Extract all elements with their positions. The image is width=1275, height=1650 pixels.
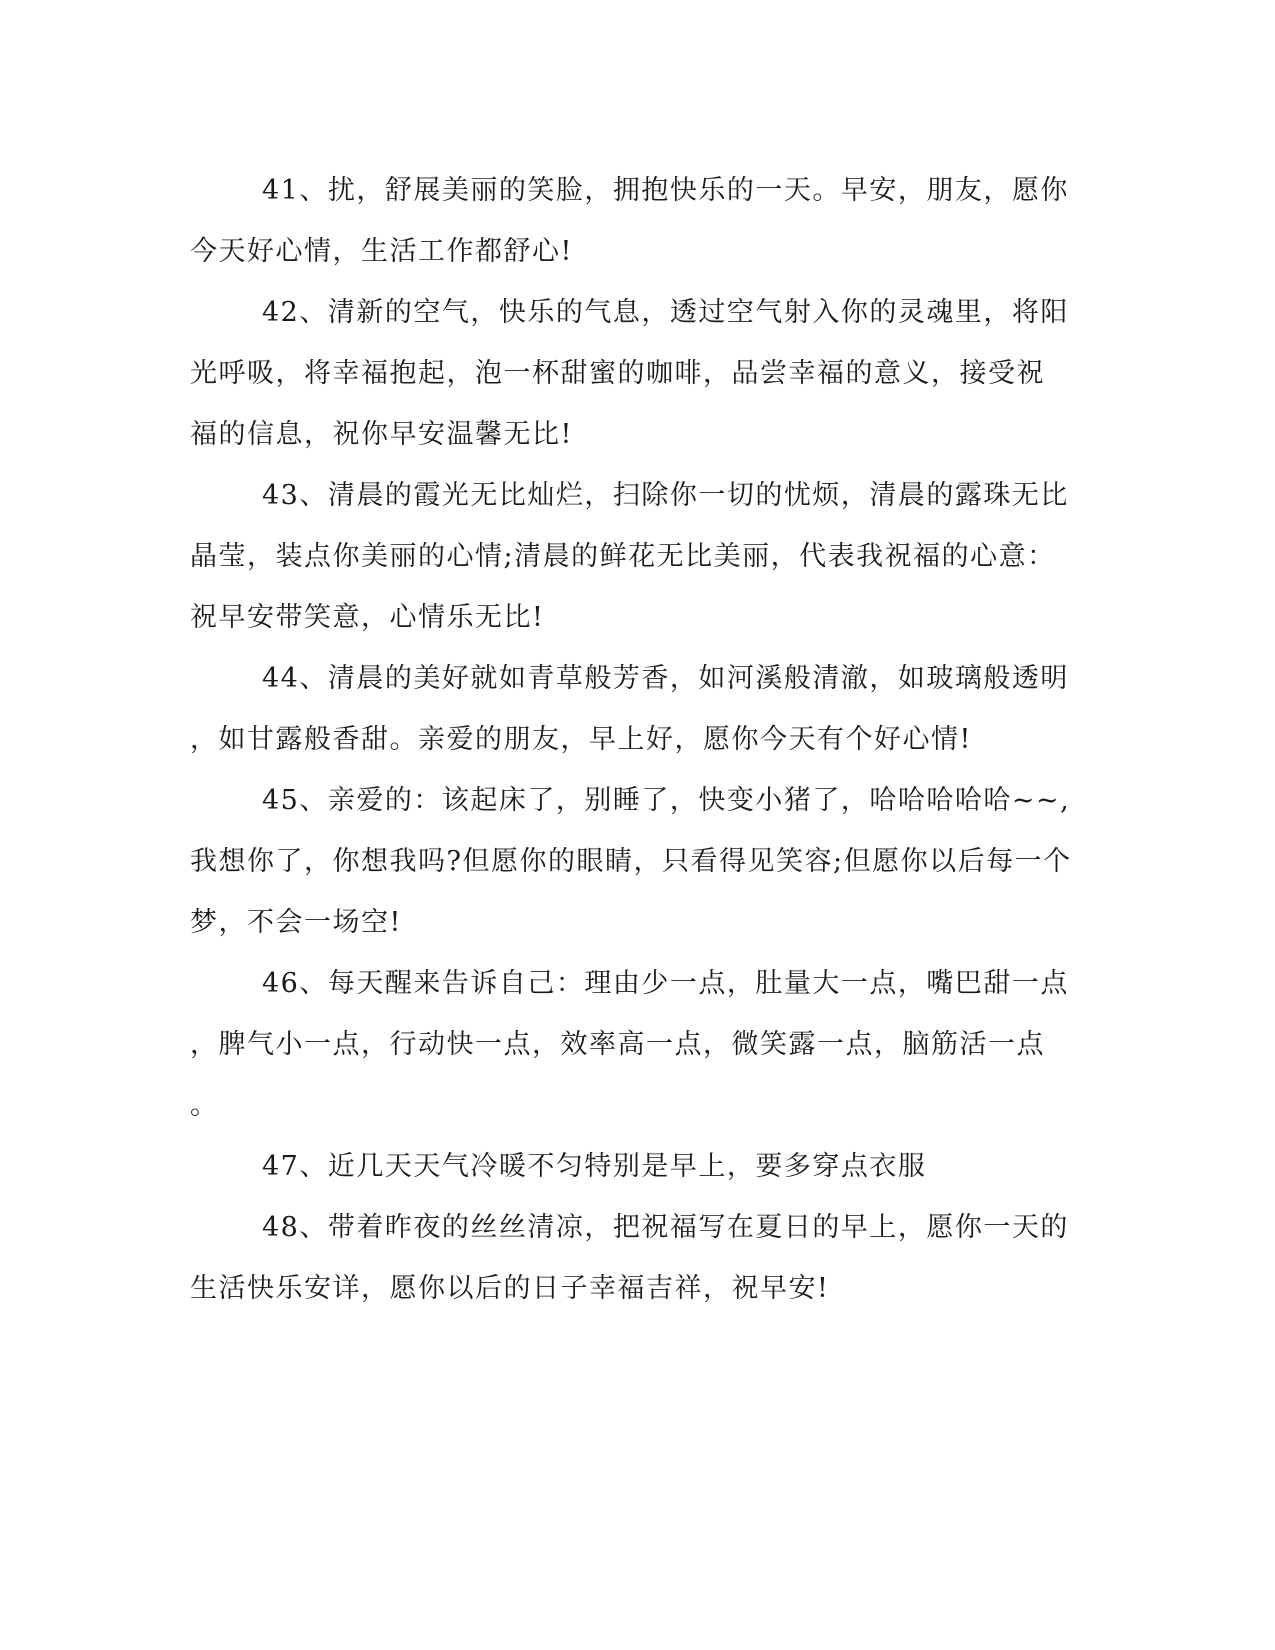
paragraph-46 — [190, 953, 1085, 1136]
paragraph-line: 福的信息，祝你早安温馨无比! — [190, 419, 573, 450]
paragraph-line: 生活快乐安详，愿你以后的日子幸福吉祥，祝早安! — [190, 1273, 830, 1304]
document-body — [190, 160, 1085, 1319]
paragraph-45 — [190, 770, 1085, 953]
paragraph-42 — [190, 282, 1085, 465]
paragraph-line: 43、清晨的霞光无比灿烂，扫除你一切的忧烦，清晨的露珠无比 — [262, 480, 1069, 511]
paragraph-line: 光呼吸，将幸福抱起，泡一杯甜蜜的咖啡，品尝幸福的意义，接受祝 — [190, 358, 1045, 389]
paragraph-43 — [190, 465, 1085, 648]
paragraph-line: 今天好心情，生活工作都舒心! — [190, 236, 573, 267]
paragraph-line: 48、带着昨夜的丝丝清凉，把祝福写在夏日的早上，愿你一天的 — [262, 1212, 1069, 1243]
paragraph-line: 41、扰，舒展美丽的笑脸，拥抱快乐的一天。早安，朋友，愿你 — [262, 175, 1069, 206]
paragraph-48 — [190, 1197, 1085, 1319]
paragraph-line: 42、清新的空气，快乐的气息，透过空气射入你的灵魂里，将阳 — [262, 297, 1069, 328]
paragraph-line: 。 — [190, 1090, 219, 1121]
paragraph-line: 47、近几天天气冷暖不匀特别是早上，要多穿点衣服 — [262, 1151, 927, 1182]
paragraph-41 — [190, 160, 1085, 282]
paragraph-44 — [190, 648, 1085, 770]
paragraph-line: 44、清晨的美好就如青草般芳香，如河溪般清澈，如玻璃般透明 — [262, 663, 1069, 694]
paragraph-line: 祝早安带笑意，心情乐无比! — [190, 602, 545, 633]
paragraph-line: 我想你了，你想我吗?但愿你的眼睛，只看得见笑容;但愿你以后每一个 — [190, 846, 1072, 877]
paragraph-line: ，如甘露般香甜。亲爱的朋友，早上好，愿你今天有个好心情! — [190, 724, 972, 755]
paragraph-line: 46、每天醒来告诉自己：理由少一点，肚量大一点，嘴巴甜一点 — [262, 968, 1069, 999]
paragraph-line: 晶莹，装点你美丽的心情;清晨的鲜花无比美丽，代表我祝福的心意： — [190, 541, 1056, 572]
paragraph-47 — [190, 1136, 1085, 1197]
paragraph-line: 梦，不会一场空! — [190, 907, 402, 938]
paragraph-line: ，脾气小一点，行动快一点，效率高一点，微笑露一点，脑筋活一点 — [190, 1029, 1045, 1060]
paragraph-line: 45、亲爱的：该起床了，别睡了，快变小猪了，哈哈哈哈哈~~, — [262, 785, 1071, 816]
